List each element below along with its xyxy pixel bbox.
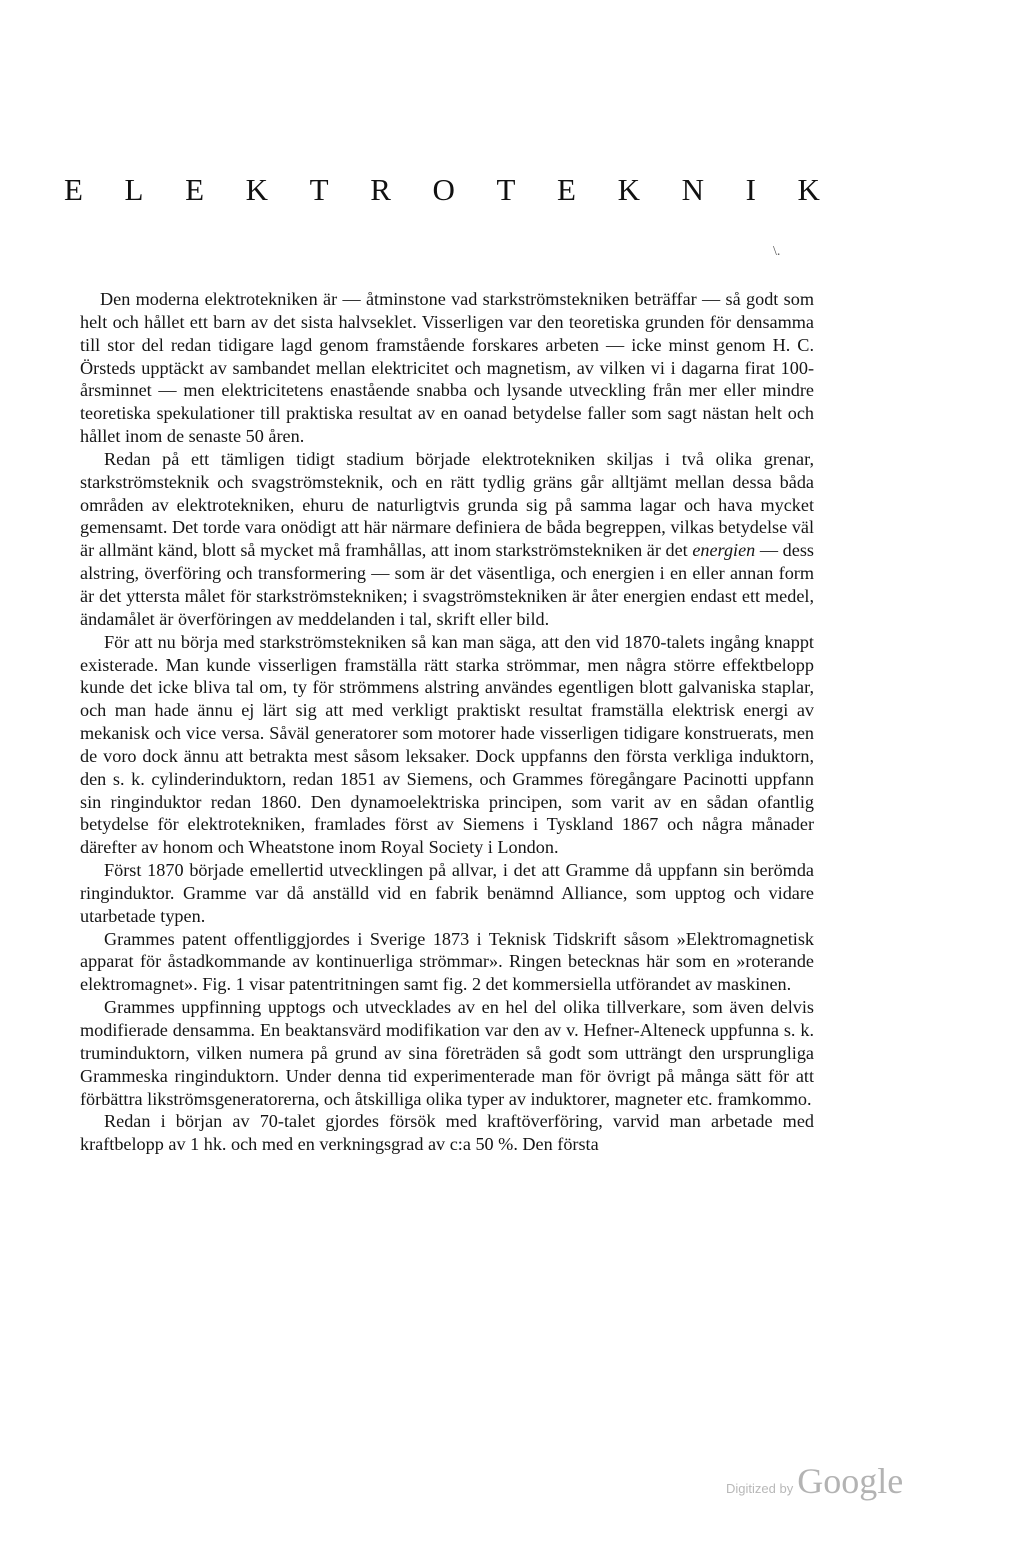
- paragraph-text: Grammes patent offentliggjordes i Sverige 1873 i Teknisk Tidskrift såsom »Elektromagnetisk apparat för åstadkommande av kontinuerliga strömmar». Ringen betecknas här som en »roterande elektromagnet». Fig. 1 visar patentritningen samt fig. 2 det kommersiella utförandet av maskinen.: [80, 928, 814, 995]
- title-letter: K: [797, 172, 820, 207]
- digitized-watermark: [726, 1460, 903, 1502]
- title-letter: E: [64, 172, 83, 207]
- paragraph-1: [80, 288, 814, 448]
- paragraph-text: Den moderna elektrotekniken är — åtminstone vad starkströmstekniken beträffar — så godt som helt och hållet ett barn av det sista halvseklet. Visserligen var den teoretiska grunden för densamma till stor del redan tidigare lagd genom framstående forskares arbeten — icke minst genom H. C. Örsteds upptäckt av sambandet mellan elektricitet och magnetism, av vilken vi i dagarna firat 100-årsminnet — men elektricitetens enastående snabba och lysande utveckling från mer eller mindre teoretiska spekulationer till praktiska resultat av en oanad betydelse faller som sagt nästan helt och hållet inom de senaste 50 åren.: [80, 289, 814, 447]
- title-letter: K: [245, 172, 269, 207]
- title-letter: E: [185, 172, 205, 207]
- title-letter: T: [309, 172, 329, 207]
- paragraph-7: [80, 1110, 814, 1156]
- paragraph-5: [80, 928, 814, 997]
- paragraph-text: Redan på ett tämligen tidigt stadium började elektrotekniken skiljas i två olika grenar, starkströmsteknik och svagströmsteknik, och en rätt tydlig gräns går alltjämt mellan dessa båda områden av elektrotekniken, ehuru de naturligtvis grunda sig på samma lagar och hava mycket gemensamt. Det torde vara onödigt att här närmare definiera de båda begreppen, vilkas betydelse väl är allmänt känd, blott så mycket må framhållas, att inom starkströmstekniken är det: [80, 448, 814, 561]
- paragraph-2: [80, 448, 814, 631]
- paragraph-4: [80, 859, 814, 928]
- paragraph-3: [80, 631, 814, 859]
- paragraph-text: För att nu börja med starkströmstekniken så kan man säga, att den vid 1870-talets ingång knappt existerade. Man kunde visserligen framställa rätt starka strömmar, men några större effektbelopp kunde det icke bliva tal om, ty för strömmens alstring användes egentligen blott galvaniska staplar, och man hade ännu ej lärt sig att med verkligt praktiskt resultat framställa elektrisk energi av mekanisk och vice versa. Såväl generatorer som motorer hade visserligen tidigare konstruerats, men de voro dock ännu att betrakta mest såsom leksaker. Dock uppfanns den första verkliga induktorn, den s. k. cylinderinduktorn, redan 1851 av Siemens, och Grammes föregångare Pacinotti uppfann sin ringinduktor redan 1860. Den dynamoelektriska principen, som varit av en sådan ofantlig betydelse för elektrotekniken, framlades först av Siemens i Tyskland 1867 och några månader därefter av honom och Wheatstone inom Royal Society i London.: [80, 631, 814, 858]
- google-logo: Google: [797, 1461, 904, 1501]
- title-letter: K: [617, 172, 640, 207]
- margin-mark: \.: [773, 244, 781, 259]
- paragraph-text: Först 1870 började emellertid utvecklingen på allvar, i det att Gramme då uppfann sin berömda ringinduktor. Gramme var då anställd vid en fabrik benämnd Alliance, som upptog och vidare utarbetade typen.: [80, 860, 814, 926]
- page-title: [64, 172, 820, 208]
- article-body: [80, 288, 814, 1156]
- paragraph-text: — dess alstring, överföring och transformering — som är det väsentliga, och energien i en eller annan form är det yttersta målet för starkströmstekniken; i svagströmstekniken är åter energien endast ett medel, ändamålet är överföringen av meddelanden i tal, skrift eller bild.: [80, 540, 814, 629]
- title-letter: I: [745, 172, 756, 207]
- paragraph-text: Redan i början av 70-talet gjordes försök med kraftöverföring, varvid man arbetade med kraftbelopp av 1 hk. och med en verkningsgrad av c:a 50 %. Den första: [80, 1111, 814, 1155]
- title-letter: E: [557, 172, 576, 207]
- digitized-label: Digitized by: [726, 1481, 794, 1496]
- paragraph-6: [80, 996, 814, 1110]
- title-letter: O: [432, 172, 455, 207]
- paragraph-text: Grammes uppfinning upptogs och utvecklades av en hel del olika tillverkare, som även delvis modifierade densamma. En beaktansvärd modifikation var den av v. Hefner-Alteneck uppfunna s. k. truminduktorn, vilken numera på grund av sina företräden så godt som utträngt den ursprungliga Grammeska ringinduktorn. Under denna tid experimenterade man för övrigt på många sätt för att förbättra likströmsgeneratorerna, och åtskilliga olika typer av induktorer, magneter etc. framkommo.: [80, 997, 814, 1109]
- title-letter: L: [124, 172, 144, 207]
- title-letter: R: [370, 172, 391, 207]
- title-letter: N: [681, 172, 704, 207]
- title-letter: T: [496, 172, 516, 207]
- emphasis-energien: energien: [692, 540, 756, 561]
